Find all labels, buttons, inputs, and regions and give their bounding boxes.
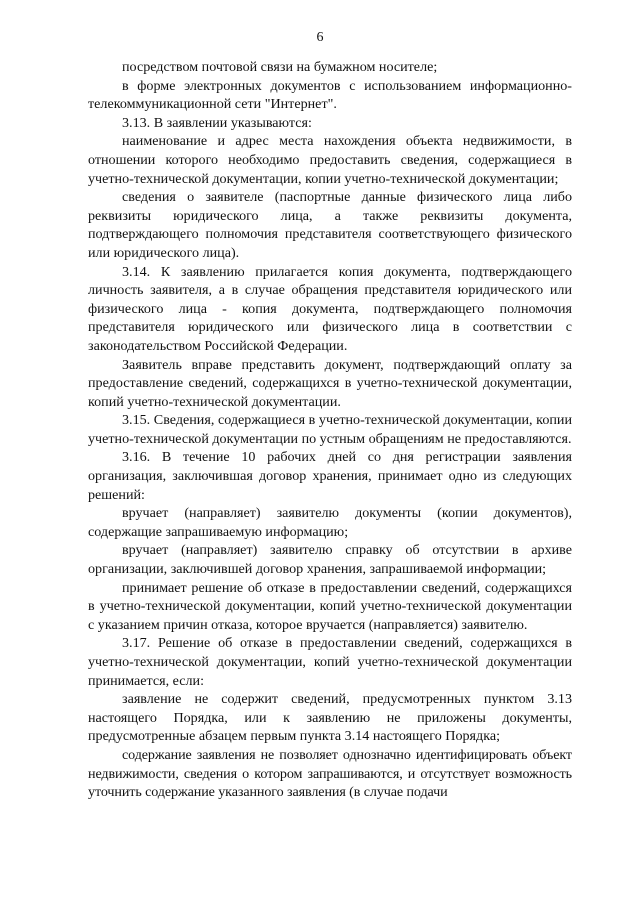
paragraph-payment: Заявитель вправе представить документ, подтверждающий оплату за предоставление сведений, содержащихся в учетно-технической документации, копий учетно-технической документации. [88, 356, 572, 410]
paragraph-applicant-info: сведения о заявителе (паспортные данные физического лица либо реквизиты юридического лица, а также реквизиты документа, подтверждающего полномочия представителя соответствующего физического или юридического лица). [88, 189, 572, 261]
paragraph-3-17: 3.17. Решение об отказе в предоставлении сведений, содержащихся в учетно-технической документации, копий учетно-технической документации принимается, если: [88, 635, 572, 689]
paragraph-delivers-documents: вручает (направляет) заявителю документы (копии документов), содержащие запрашиваемую информацию; [88, 505, 572, 540]
paragraph-unidentifiable: содержание заявления не позволяет однозначно идентифицировать объект недвижимости, сведения о котором запрашиваются, и отсутствует возможность уточнить содержание указанного заявления (в случае подачи [88, 746, 572, 801]
page-number: 6 [316, 30, 324, 45]
paragraph-3-16: 3.16. В течение 10 рабочих дней со дня регистрации заявления организация, заключившая договор хранения, принимает одно из следующих решений: [88, 449, 572, 503]
paragraph-3-13: 3.13. В заявлении указываются: [122, 114, 312, 131]
paragraph-delivers-certificate: вручает (направляет) заявителю справку об отсутствии в архиве организации, заключившей договор хранения, запрашиваемой информации; [88, 542, 572, 578]
paragraph-postal: посредством почтовой связи на бумажном носителе; [122, 59, 438, 75]
paragraph-3-15: 3.15. Сведения, содержащиеся в учетно-технической документации, копии учетно-технической документации по устным обращениям не предоставляются. [88, 412, 572, 447]
paragraph-property-address: наименование и адрес места нахождения объекта недвижимости, в отношении которого необходимо предоставить сведения, содержащиеся в учетно-технической документации, копии учетно-технической документации; [88, 133, 572, 187]
paragraph-missing-info: заявление не содержит сведений, предусмотренных пунктом 3.13 настоящего Порядка, или к заявлению не приложены документы, предусмотренные абзацем первым пункта 3.14 настоящего Порядка; [88, 691, 572, 745]
paragraph-refusal-decision: принимает решение об отказе в предоставлении сведений, содержащихся в учетно-технической документации, копий учетно-технической документации с указанием причин отказа, которое вручается (направляется) заявителю. [88, 579, 572, 633]
paragraph-electronic: в форме электронных документов с использованием информационно-телекоммуникационной сети "Интернет". [88, 77, 572, 113]
document-body [88, 58, 572, 802]
paragraph-3-14: 3.14. К заявлению прилагается копия документа, подтверждающего личность заявителя, а в случае обращения представителя юридического или физического лица - копия документа, подтверждающего полномочия представителя юридического или физического лица в соответствии с законодательством Российской Федерации. [88, 263, 572, 354]
